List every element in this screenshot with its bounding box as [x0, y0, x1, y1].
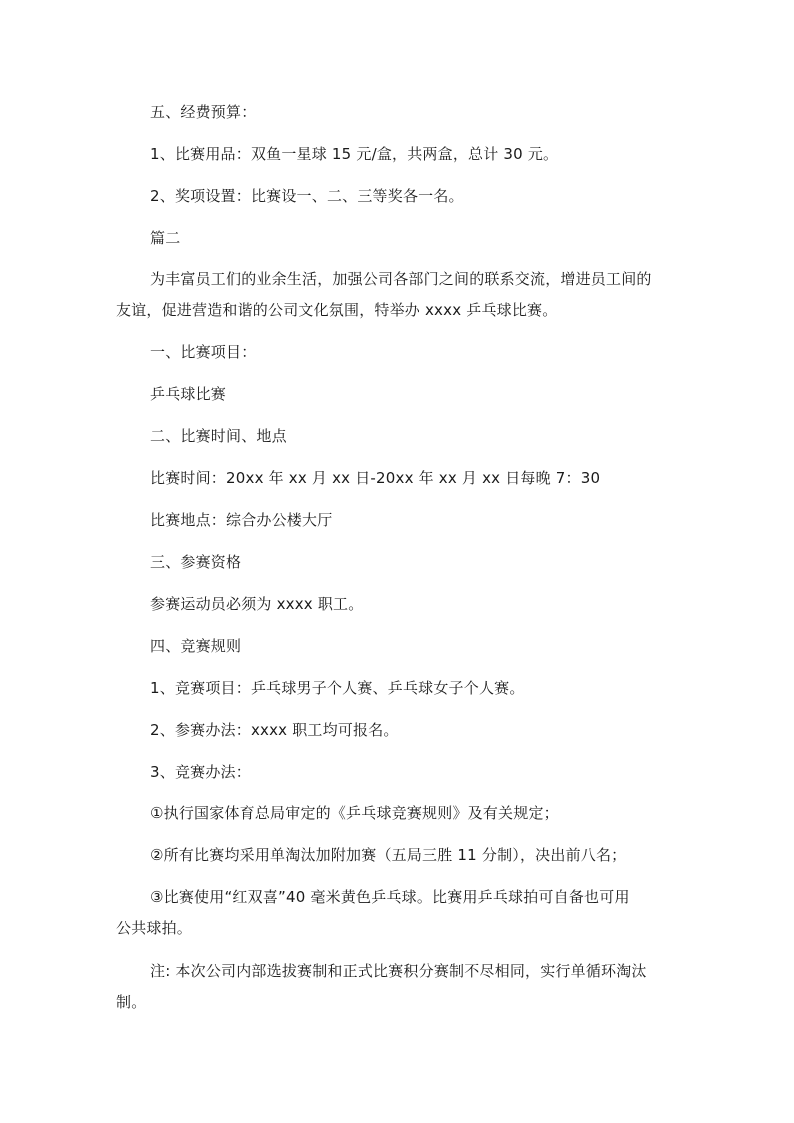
section-heading-time-place: 二、比赛时间、地点	[150, 427, 287, 445]
event-time: 比赛时间：20xx 年 xx 月 xx 日-20xx 年 xx 月 xx 日每晚 7：30	[150, 469, 601, 487]
rules-item-method: 3、竞赛办法：	[150, 763, 251, 781]
section-heading-event: 一、比赛项目：	[150, 343, 257, 361]
section-heading-rules: 四、竞赛规则	[150, 637, 242, 655]
method-clause-3-line-1: ③比赛使用“红双喜”40 毫米黄色乒乓球。比赛用乒乓球拍可自备也可用	[150, 888, 630, 906]
intro-paragraph-line-1: 为丰富员工们的业余生活，加强公司各部门之间的联系交流，增进员工间的	[150, 270, 652, 288]
rules-item-registration: 2、参赛办法：xxxx 职工均可报名。	[150, 721, 399, 739]
eligibility-text: 参赛运动员必须为 xxxx 职工。	[150, 595, 364, 613]
method-clause-1: ①执行国家体育总局审定的《乒乓球竞赛规则》及有关规定；	[150, 804, 559, 822]
event-location: 比赛地点：综合办公楼大厅	[150, 511, 333, 529]
event-name: 乒乓球比赛	[150, 385, 227, 403]
rules-item-events: 1、竞赛项目：乒乓球男子个人赛、乒乓球女子个人赛。	[150, 679, 525, 697]
section-heading-eligibility: 三、参赛资格	[150, 553, 242, 571]
note-line-1: 注: 本次公司内部选拔赛制和正式比赛积分赛制不尽相同，实行单循环淘汰	[150, 962, 647, 980]
note-line-2: 制。	[116, 993, 147, 1011]
method-clause-3-line-2: 公共球拍。	[116, 919, 193, 937]
part-heading: 篇二	[150, 229, 181, 247]
method-clause-2: ②所有比赛均采用单淘汰加附加赛（五局三胜 11 分制），决出前八名；	[150, 846, 627, 864]
budget-item-supplies: 1、比赛用品：双鱼一星球 15 元/盒，共两盒，总计 30 元。	[150, 145, 559, 163]
budget-item-awards: 2、奖项设置：比赛设一、二、三等奖各一名。	[150, 187, 464, 205]
section-heading-budget: 五、经费预算：	[150, 103, 257, 121]
intro-paragraph-line-2: 友谊，促进营造和谐的公司文化氛围，特举办 xxxx 乒乓球比赛。	[116, 301, 558, 319]
